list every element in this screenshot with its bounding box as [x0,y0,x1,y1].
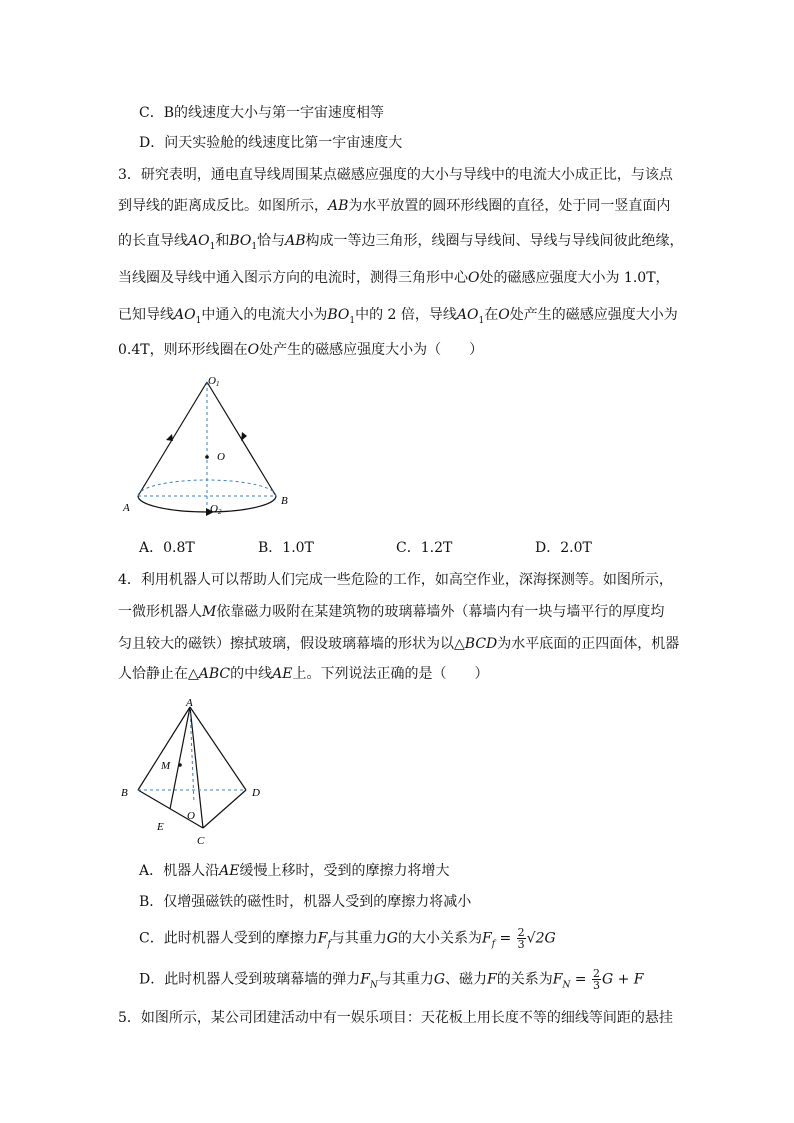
edge-AD [190,707,246,790]
q3-line-5: 已知导线$AO_1$中通入的电流大小为$BO_1$中的 2 倍，导线$AO_1$在O处产生的磁感应强度大小为 [118,307,678,326]
q4-figure-tetrahedron [110,695,280,855]
q4-option-b: B．仅增强磁铁的磁性时，机器人受到的摩擦力将减小 [139,894,472,910]
q3-figure-coil-triangle [110,370,310,530]
q3-line-2: 到导线的距离成反比。如图所示，AB为水平放置的圆环形线圈的直径，处于同一竖直面内 [118,198,671,214]
q4-line-3: 匀且较大的磁铁）擦拭玻璃，假设玻璃幕墙的形状为以△BCD为水平底面的正四面体，机器 [118,636,680,652]
label-B: B [121,787,128,799]
label-A: A [123,502,130,514]
center-point-O [205,455,209,459]
label-O2: O2 [210,503,222,516]
q3-line-1: 3．研究表明，通电直导线周围某点磁感应强度的大小与导线中的电流大小成正比，与该点 [118,167,673,183]
q3-option-c: C．1.2T [396,540,453,556]
q4-line-2: 一微形机器人M依靠磁力吸附在某建筑物的玻璃幕墙外（幕墙内有一块与墙平行的厚度均 [118,604,665,620]
q3-option-d: D．2.0T [535,540,592,556]
q4-option-a: A．机器人沿AE缓慢上移时，受到的摩擦力将增大 [139,863,450,879]
q2-option-c: C．B的线速度大小与第一宇宙速度相等 [139,105,384,121]
label-O: O [187,810,195,822]
q3-line-4: 当线圈及导线中通入图示方向的电流时，测得三角形中心O处的磁感应强度大小为 1.0T， [118,270,670,286]
q3-line-3: 的长直导线$AO_1$和$BO_1$恰与AB构成一等边三角形，线圈与导线间、导线与导线间彼此绝缘， [118,233,684,252]
edge-CD [203,790,246,828]
arrow-down-BO1 [241,432,247,441]
fraction-two-thirds: $\frac{2}{3}$ [592,967,600,992]
robot-point-M [178,763,182,767]
fraction-two-thirds: $\frac{2}{3}$ [517,926,525,951]
label-A: A [186,697,193,709]
label-E: E [157,821,164,833]
arrow-up-AO1 [166,434,173,441]
q4-option-d: D．此时机器人受到玻璃幕墙的弹力$F_N$与其重力G、磁力F的关系为$F_N$ = $\frac{2}{3}$ G + F [139,967,644,992]
q3-option-b: B．1.0T [258,540,314,556]
q3-option-a: A．0.8T [139,540,195,556]
q5-line-1: 5．如图所示，某公司团建活动中有一娱乐项目：天花板上用长度不等的细线等间距的悬挂 [118,1010,673,1026]
label-M: M [161,760,171,772]
q4-line-1: 4．利用机器人可以帮助人们完成一些危险的工作，如高空作业，深海探测等。如图所示， [118,572,673,588]
coil-back-half [138,480,276,496]
label-D: D [252,787,260,799]
label-B: B [281,495,288,507]
label-C: C [197,835,205,847]
q4-line-4: 人恰静止在△ABC的中线AE上。下列说法正确的是（ ） [118,666,489,682]
q3-line-6: 0.4T，则环形线圈在O处产生的磁感应强度大小为（ ） [118,342,484,358]
label-O: O [217,451,225,463]
q2-option-d: D．问天实验舱的线速度比第一宇宙速度大 [139,135,403,151]
label-O1: O1 [208,375,220,388]
q4-option-c: C．此时机器人受到的摩擦力$F_f$与其重力G的大小关系为$F_f$ = $\frac{2}{3}$ √2G [139,926,556,951]
